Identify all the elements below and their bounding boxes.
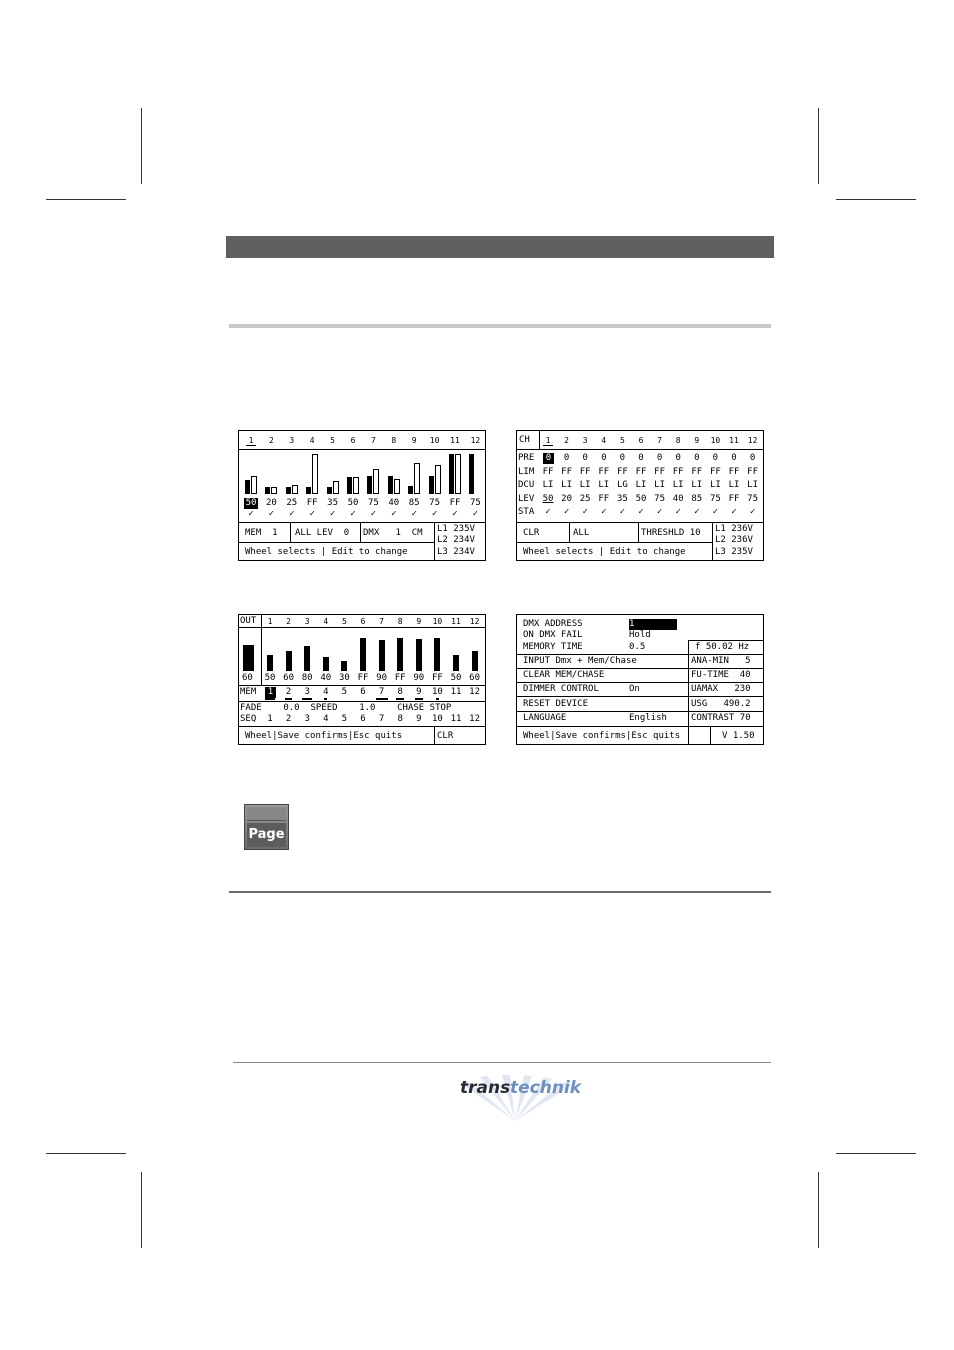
output-bar xyxy=(472,651,478,671)
threshold-field[interactable]: THRESHLD 10 xyxy=(641,528,701,538)
cell-value[interactable]: 0 xyxy=(694,453,700,463)
cell-value[interactable]: 50 xyxy=(542,493,554,504)
cell-value[interactable]: FF xyxy=(709,466,721,477)
level-bar xyxy=(286,487,291,494)
cell-value[interactable]: 0 xyxy=(543,453,554,464)
channel-number[interactable]: 8 xyxy=(675,436,681,445)
divider xyxy=(360,522,361,542)
cell-value[interactable]: 0 xyxy=(675,453,681,463)
level-bar xyxy=(408,486,413,494)
sequence-number: 12 xyxy=(469,714,481,724)
cell-value[interactable]: 0 xyxy=(563,453,570,463)
channel-number[interactable]: 5 xyxy=(619,436,625,445)
voltage-l3: L3 235V xyxy=(715,547,753,557)
cell-value[interactable]: FF xyxy=(579,466,591,477)
output-bar xyxy=(243,645,254,671)
level-value[interactable]: 50 xyxy=(245,498,257,508)
level-value[interactable]: 75 xyxy=(429,498,441,508)
ana-min-setting[interactable]: ANA-MIN 5 xyxy=(691,656,751,666)
mem-field[interactable]: MEM 1 xyxy=(245,528,278,538)
section-rule xyxy=(229,324,771,328)
row-label: DCU xyxy=(518,480,535,490)
memory-number[interactable]: 5 xyxy=(341,687,348,697)
channel-number[interactable]: 11 xyxy=(729,436,739,445)
output-bar xyxy=(416,639,422,671)
level-value[interactable]: 90 xyxy=(413,673,425,683)
status-check: ✓ xyxy=(391,509,397,519)
page-button-top xyxy=(247,807,286,821)
level-value[interactable]: 25 xyxy=(286,498,298,508)
footer-rule xyxy=(233,1062,771,1063)
cell-value[interactable]: FF xyxy=(672,466,684,477)
transtechnik-logo xyxy=(440,1073,590,1125)
cell-value[interactable]: FF xyxy=(542,466,554,477)
logo-text-technik: technik xyxy=(510,1078,582,1098)
channel-number[interactable]: 1 xyxy=(267,617,273,626)
memory-marker xyxy=(396,698,404,700)
row-label: LIM xyxy=(518,466,535,477)
cell-value[interactable]: FF xyxy=(561,466,573,477)
memory-marker xyxy=(302,698,312,700)
divider xyxy=(290,522,291,542)
cell-value[interactable]: ✓ xyxy=(601,507,607,517)
cell-value[interactable]: 0 xyxy=(582,453,588,463)
crop-mark xyxy=(836,199,916,200)
divider xyxy=(517,682,763,683)
sequence-number: 2 xyxy=(285,714,292,724)
divider xyxy=(638,522,639,542)
cell-value[interactable]: 0 xyxy=(638,453,644,463)
level-value[interactable]: 80 xyxy=(301,673,313,683)
level-bar xyxy=(429,476,434,494)
preset-bar xyxy=(373,469,379,494)
level-bar xyxy=(265,487,270,494)
output-bar xyxy=(397,638,403,671)
divider xyxy=(239,627,485,628)
memory-number[interactable]: 1 xyxy=(265,687,276,698)
memory-number[interactable]: 3 xyxy=(304,687,310,697)
preset-bar xyxy=(312,454,318,494)
cell-value[interactable]: 0 xyxy=(619,453,626,463)
output-bar xyxy=(323,657,329,671)
level-value[interactable]: 35 xyxy=(327,498,339,508)
clear-field[interactable]: CLR xyxy=(523,528,540,538)
status-check: ✓ xyxy=(248,509,254,519)
cell-value[interactable]: FF xyxy=(728,493,740,504)
level-value[interactable]: 20 xyxy=(265,498,277,508)
divider xyxy=(517,522,763,523)
all-level-field[interactable]: ALL LEV 0 xyxy=(295,528,350,538)
channel-number[interactable]: 6 xyxy=(638,436,644,445)
channel-number[interactable]: 2 xyxy=(268,436,274,445)
memory-marker xyxy=(415,698,423,700)
cell-value[interactable]: 0 xyxy=(601,453,607,463)
status-check: ✓ xyxy=(452,509,458,519)
cell-value[interactable]: 40 xyxy=(672,493,684,504)
divider xyxy=(434,522,435,561)
level-bar xyxy=(469,454,474,494)
sequence-number: 10 xyxy=(431,714,443,724)
divider xyxy=(569,522,570,542)
channel-number[interactable]: 1 xyxy=(248,436,254,445)
memory-number[interactable]: 4 xyxy=(323,687,329,697)
status-check: ✓ xyxy=(370,509,377,519)
sequence-number: 11 xyxy=(450,714,462,724)
cell-value[interactable]: FF xyxy=(598,466,610,477)
channel-underline xyxy=(246,445,256,446)
cell-value[interactable]: 20 xyxy=(561,493,573,504)
cell-value[interactable]: LI xyxy=(728,480,740,490)
sequence-number: 5 xyxy=(341,714,348,724)
dmx-field[interactable]: DMX 1 CM xyxy=(363,528,423,538)
cell-value[interactable]: LI xyxy=(672,480,684,490)
cell-value[interactable]: LG xyxy=(616,480,628,490)
preset-bar xyxy=(394,479,400,494)
logo-text-trans: trans xyxy=(460,1078,511,1098)
clear-mem-chase[interactable]: CLEAR MEM/CHASE xyxy=(523,670,605,680)
level-value[interactable]: 30 xyxy=(338,673,350,683)
cell-value[interactable]: 50 xyxy=(635,493,647,504)
divider xyxy=(517,542,712,543)
crop-mark xyxy=(818,1172,819,1248)
status-check: ✓ xyxy=(350,509,356,519)
out-value: 60 xyxy=(242,673,253,683)
cell-value[interactable]: 0 xyxy=(656,453,663,463)
channel-number[interactable]: 8 xyxy=(397,617,403,626)
cell-value[interactable]: ✓ xyxy=(656,507,663,517)
crop-mark xyxy=(141,1172,142,1248)
hint-text: Wheel|Save confirms|Esc quits xyxy=(523,731,681,741)
status-check: ✓ xyxy=(329,509,336,519)
voltage-l3: L3 234V xyxy=(437,547,475,557)
memory-number[interactable]: 12 xyxy=(469,687,481,697)
crop-mark xyxy=(818,108,819,184)
preset-bar xyxy=(271,487,277,494)
output-bar xyxy=(286,651,292,671)
channel-number[interactable]: 12 xyxy=(747,436,758,445)
level-value[interactable]: 40 xyxy=(388,498,400,508)
preset-bar xyxy=(435,465,441,494)
sequence-number: 8 xyxy=(397,714,403,724)
cell-value[interactable]: 0 xyxy=(712,453,719,463)
channel-number[interactable]: 3 xyxy=(582,436,588,445)
divider xyxy=(239,701,485,702)
memory-marker xyxy=(265,698,275,700)
divider xyxy=(517,449,763,450)
header-bar xyxy=(226,236,774,258)
divider xyxy=(517,726,763,727)
all-field[interactable]: ALL xyxy=(573,528,590,538)
lcd-screen-settings xyxy=(516,614,764,745)
memory-marker xyxy=(376,698,388,700)
uamax-setting[interactable]: UAMAX 230 xyxy=(691,684,751,694)
channel-number[interactable]: 2 xyxy=(564,436,569,445)
channel-number[interactable]: 11 xyxy=(450,436,460,445)
cell-value[interactable]: ✓ xyxy=(638,507,644,517)
channel-number[interactable]: 10 xyxy=(710,436,721,445)
language-value[interactable]: English xyxy=(629,713,667,723)
preset-bar xyxy=(251,476,257,494)
level-bar xyxy=(449,454,454,494)
output-bar xyxy=(341,661,347,671)
divider xyxy=(517,711,763,712)
crop-mark xyxy=(141,108,142,184)
channel-number[interactable]: 1 xyxy=(545,436,551,445)
divider xyxy=(517,696,763,697)
channel-number[interactable]: 6 xyxy=(360,617,366,626)
memory-number[interactable]: 2 xyxy=(285,687,292,697)
cell-value[interactable]: FF xyxy=(747,466,759,477)
divider xyxy=(517,654,763,655)
cell-value[interactable]: LI xyxy=(691,480,703,490)
sequence-number: 3 xyxy=(304,714,310,724)
memory-time-value[interactable]: 0.5 xyxy=(629,642,646,652)
cell-value[interactable]: 75 xyxy=(747,493,759,504)
memory-marker xyxy=(436,698,439,700)
status-check: ✓ xyxy=(289,509,295,519)
divider xyxy=(688,640,689,745)
channel-number[interactable]: 4 xyxy=(309,436,315,445)
lcd-screen-levels xyxy=(238,430,486,561)
divider xyxy=(712,522,713,561)
hint-text: Wheel|Save confirms|Esc quits xyxy=(245,731,403,741)
lcd-screen-channel-table xyxy=(516,430,764,561)
dimmer-control-label: DIMMER CONTROL xyxy=(523,684,599,694)
cell-value[interactable]: ✓ xyxy=(694,507,700,517)
status-check: ✓ xyxy=(411,509,417,519)
cell-value[interactable]: FF xyxy=(728,466,740,477)
channel-number[interactable]: 12 xyxy=(469,617,480,626)
memory-number[interactable]: 11 xyxy=(450,687,462,697)
dimmer-control-value[interactable]: On xyxy=(629,684,640,694)
channel-number[interactable]: 4 xyxy=(323,617,329,626)
level-bar xyxy=(367,476,372,494)
memory-marker xyxy=(285,698,292,700)
level-bar xyxy=(388,476,393,494)
row-label: PRE xyxy=(518,453,535,463)
level-bar xyxy=(306,487,311,494)
output-bar xyxy=(360,638,366,671)
cell-value[interactable]: ✓ xyxy=(563,507,570,517)
sequence-number: 6 xyxy=(360,714,366,724)
level-bar xyxy=(245,480,250,494)
channel-number[interactable]: 9 xyxy=(694,436,700,445)
cell-value[interactable]: 75 xyxy=(709,493,721,504)
cell-value[interactable]: FF xyxy=(598,493,610,504)
hint-text: Wheel selects | Edit to change xyxy=(245,547,408,557)
row-label: LEV xyxy=(518,493,535,504)
cell-value[interactable]: ✓ xyxy=(749,507,756,517)
reset-device[interactable]: RESET DEVICE xyxy=(523,699,589,709)
channel-number[interactable]: 9 xyxy=(416,617,422,626)
preset-bar xyxy=(414,463,420,494)
channel-number[interactable]: 2 xyxy=(286,617,291,626)
memory-number[interactable]: 10 xyxy=(431,687,443,697)
divider xyxy=(239,449,485,450)
level-value[interactable]: 40 xyxy=(320,673,332,683)
cell-value[interactable]: LI xyxy=(654,480,666,490)
memory-time-label: MEMORY TIME xyxy=(523,642,583,652)
channel-number[interactable]: 12 xyxy=(470,436,481,445)
cell-value[interactable]: 75 xyxy=(654,493,666,504)
level-value[interactable]: 50 xyxy=(450,673,462,683)
channel-number[interactable]: 7 xyxy=(370,436,376,445)
preset-bar xyxy=(455,454,461,494)
status-check: ✓ xyxy=(309,509,315,519)
cell-value[interactable]: 25 xyxy=(579,493,591,504)
cell-value[interactable]: LI xyxy=(709,480,721,490)
preset-bar xyxy=(353,477,359,494)
divider xyxy=(239,685,485,686)
channel-number[interactable]: 7 xyxy=(379,617,384,626)
level-value[interactable]: FF xyxy=(394,673,406,683)
divider xyxy=(239,726,485,727)
cell-value[interactable]: ✓ xyxy=(675,507,681,517)
voltage-l1: L1 235V xyxy=(437,524,475,534)
memory-marker xyxy=(324,698,327,700)
memory-number[interactable]: 9 xyxy=(416,687,422,697)
hint-text: Wheel selects | Edit to change xyxy=(523,547,686,557)
on-dmx-fail-label: ON DMX FAIL xyxy=(523,630,583,640)
channel-number[interactable]: 6 xyxy=(350,436,356,445)
divider xyxy=(517,668,763,669)
output-bar xyxy=(267,655,273,671)
seq-label: SEQ xyxy=(240,714,257,724)
clear-field[interactable]: CLR xyxy=(437,731,454,741)
cell-value[interactable]: FF xyxy=(654,466,666,477)
memory-number[interactable]: 7 xyxy=(378,687,385,697)
mem-label: MEM xyxy=(240,687,257,697)
fade-speed-line[interactable]: FADE 0.0 SPEED 1.0 CHASE STOP xyxy=(240,703,452,713)
divider xyxy=(239,542,434,543)
language-label: LANGUAGE xyxy=(523,713,567,723)
preset-bar xyxy=(292,485,298,494)
voltage-l1: L1 236V xyxy=(715,524,753,534)
cell-value[interactable]: ✓ xyxy=(545,507,551,517)
status-check: ✓ xyxy=(472,509,479,519)
level-bar xyxy=(327,487,332,494)
crop-mark xyxy=(836,1153,916,1154)
channel-number[interactable]: 7 xyxy=(657,436,662,445)
row-label: STA xyxy=(518,507,535,517)
memory-number[interactable]: 6 xyxy=(360,687,366,697)
version-label: V 1.50 xyxy=(722,731,755,741)
sequence-number: 9 xyxy=(416,714,422,724)
channel-number[interactable]: 3 xyxy=(289,436,295,445)
cell-value[interactable]: ✓ xyxy=(582,507,588,517)
cell-value[interactable]: LI xyxy=(579,480,591,490)
level-bar xyxy=(347,477,352,494)
input-setting[interactable]: INPUT Dmx + Mem/Chase xyxy=(523,656,637,666)
memory-number[interactable]: 8 xyxy=(397,687,403,697)
channel-underline xyxy=(543,445,553,446)
channel-number[interactable]: 9 xyxy=(411,436,417,445)
divider xyxy=(710,726,711,745)
divider xyxy=(239,522,485,523)
cell-value[interactable]: LI xyxy=(635,480,647,490)
preset-bar xyxy=(333,481,339,494)
lcd-screen-output-chase xyxy=(238,614,486,745)
cell-value[interactable]: ✓ xyxy=(712,507,719,517)
cell-value[interactable]: ✓ xyxy=(731,507,737,517)
crop-mark xyxy=(46,1153,126,1154)
cell-value[interactable]: LI xyxy=(747,480,759,490)
channel-number[interactable]: 10 xyxy=(429,436,440,445)
section-rule-bottom xyxy=(229,891,771,893)
dmx-address-label: DMX ADDRESS xyxy=(523,619,583,629)
output-bar xyxy=(379,640,385,671)
channel-number[interactable]: 3 xyxy=(304,617,310,626)
cell-value[interactable]: 35 xyxy=(616,493,628,504)
on-dmx-fail-value[interactable]: Hold xyxy=(629,630,651,640)
level-value[interactable]: 75 xyxy=(469,498,481,508)
divider xyxy=(688,640,764,641)
dmx-address-value[interactable]: 1 xyxy=(629,619,677,630)
level-value[interactable]: FF xyxy=(357,673,369,683)
cell-value[interactable]: 85 xyxy=(691,493,703,504)
page-button-label: Page xyxy=(247,823,286,847)
voltage-l2: L2 234V xyxy=(437,535,475,545)
status-check: ✓ xyxy=(431,509,438,519)
cell-value[interactable]: FF xyxy=(691,466,703,477)
output-bar xyxy=(453,655,459,671)
cell-value[interactable]: LI xyxy=(561,480,573,490)
sequence-number: 7 xyxy=(378,714,385,724)
level-value[interactable]: 60 xyxy=(469,673,481,683)
cell-value[interactable]: FF xyxy=(616,466,628,477)
cell-value[interactable]: 0 xyxy=(749,453,756,463)
status-check: ✓ xyxy=(268,509,275,519)
crop-mark xyxy=(46,199,126,200)
usg-readout: USG 490.2 xyxy=(691,699,751,709)
level-value[interactable]: FF xyxy=(431,673,443,683)
level-value[interactable]: 50 xyxy=(347,498,359,508)
level-value[interactable]: FF xyxy=(306,498,318,508)
level-value[interactable]: 50 xyxy=(264,673,276,683)
level-value[interactable]: 90 xyxy=(376,673,388,683)
channel-number[interactable]: 10 xyxy=(432,617,443,626)
cell-value[interactable]: LI xyxy=(542,480,554,490)
frequency-readout: f 50.02 Hz xyxy=(695,642,750,652)
channel-number[interactable]: 8 xyxy=(391,436,397,445)
page-button[interactable] xyxy=(244,804,289,850)
output-bar xyxy=(434,638,440,671)
level-value[interactable]: 85 xyxy=(408,498,420,508)
level-value[interactable]: FF xyxy=(449,498,461,508)
ch-header-label: CH xyxy=(519,435,530,445)
cell-value[interactable]: LI xyxy=(598,480,610,490)
divider xyxy=(434,726,435,745)
channel-number[interactable]: 5 xyxy=(341,617,347,626)
cell-value[interactable]: 0 xyxy=(731,453,737,463)
fu-time-setting[interactable]: FU-TIME 40 xyxy=(691,670,751,680)
channel-number[interactable]: 4 xyxy=(601,436,607,445)
level-value[interactable]: 60 xyxy=(283,673,295,683)
cell-value[interactable]: ✓ xyxy=(619,507,626,517)
channel-number[interactable]: 5 xyxy=(330,436,335,445)
sequence-number: 1 xyxy=(267,714,273,724)
channel-number[interactable]: 11 xyxy=(451,617,461,626)
contrast-setting[interactable]: CONTRAST 70 xyxy=(691,713,751,723)
output-bar xyxy=(304,646,310,671)
out-label: OUT xyxy=(240,616,257,626)
sequence-number: 4 xyxy=(323,714,329,724)
cell-value[interactable]: FF xyxy=(635,466,647,477)
voltage-l2: L2 236V xyxy=(715,535,753,545)
level-value[interactable]: 75 xyxy=(367,498,379,508)
